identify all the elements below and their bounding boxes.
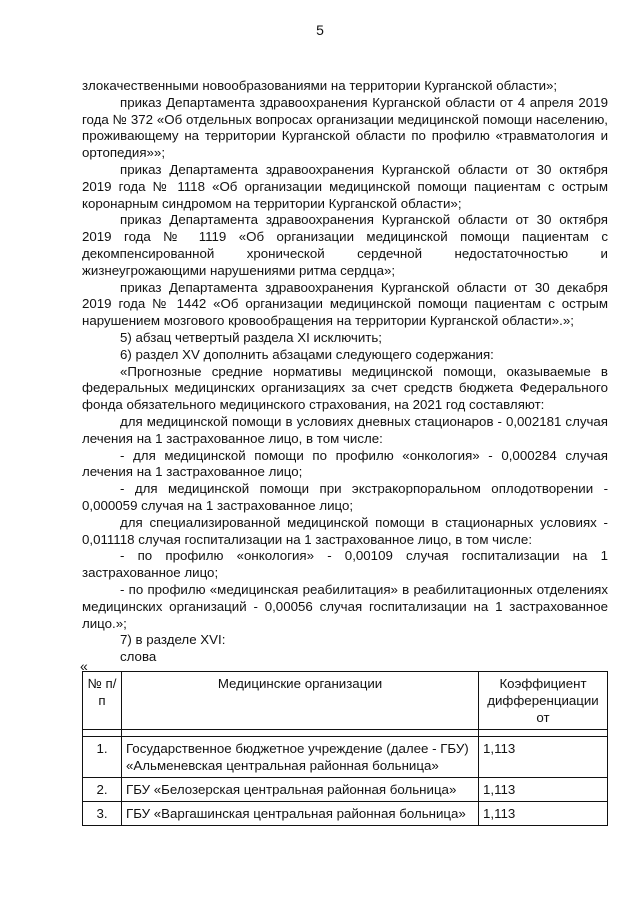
document-body: [82, 78, 608, 666]
header-num: № п/п: [83, 672, 122, 730]
table-row: [83, 802, 608, 826]
paragraph-6: 5) абзац четвертый раздела XI исключить;: [120, 329, 383, 345]
table-row: [83, 778, 608, 802]
paragraph-12: для специализированной медицинской помощи в стационарных условиях - 0,011118 случая госпитализации на 1 застрахованное лицо, в том числе:: [82, 514, 608, 547]
paragraph-15: 7) в разделе XVI:: [120, 632, 226, 648]
row-coef: 1,113: [479, 737, 608, 778]
row-coef: 1,113: [479, 778, 608, 802]
row-org: ГБУ «Варгашинская центральная районная больница»: [122, 802, 479, 826]
row-num: 1.: [83, 737, 122, 778]
paragraph-11: - для медицинской помощи при экстракорпоральном оплодотворении - 0,000059 случая на 1 застрахованное лицо;: [82, 481, 608, 513]
paragraph-14: - по профилю «медицинская реабилитация» в реабилитационных отделениях медицинских организаций - 0,00056 случая госпитализации на 1 застрахованное лицо.»;: [82, 581, 608, 631]
paragraph-16: слова: [120, 649, 157, 665]
row-coef: 1,113: [479, 802, 608, 826]
paragraph-10: - для медицинской помощи по профилю «онкология» - 0,000284 случая лечения на 1 застрахованное лицо;: [82, 447, 608, 480]
table-row: [83, 737, 608, 778]
organizations-table: [82, 671, 608, 826]
table-gap: [83, 730, 608, 737]
paragraph-4: приказ Департамента здравоохранения Курганской области от 30 октября 2019 года № 1119 «Об организации медицинской помощи пациентам с декомпенсированной хронической сердечной недостаточностью и жизнеугрожающими нарушениями ритма сердца»;: [82, 212, 608, 278]
paragraph-7: 6) раздел XV дополнить абзацами следующего содержания:: [120, 346, 494, 362]
paragraph-8: «Прогнозные средние нормативы медицинской помощи, оказываемые в федеральных медицинских организациях за счет средств бюджета Федерального фонда обязательного медицинского страхования, на 2021 год составляют:: [82, 363, 608, 413]
header-org: Медицинские организации: [122, 672, 479, 730]
paragraph-5: приказ Департамента здравоохранения Курганской области от 30 декабря 2019 года № 1442 «Об организации медицинской помощи пациентам с острым нарушением мозгового кровообращения на территории Курганской области».»;: [82, 279, 608, 329]
paragraph-9: для медицинской помощи в условиях дневных стационаров - 0,002181 случая лечения на 1 застрахованное лицо, в том числе:: [82, 413, 608, 446]
paragraph-13: - по профилю «онкология» - 0,00109 случая госпитализации на 1 застрахованное лицо;: [82, 548, 608, 581]
page-number: 5: [316, 22, 324, 38]
row-num: 2.: [83, 778, 122, 802]
paragraph-2: приказ Департамента здравоохранения Курганской области от 4 апреля 2019 года № 372 «Об отдельных вопросах организации медицинской помощи населению, проживающему на территории Курганской области по профилю «травматология и ортопедия»»;: [82, 94, 608, 161]
open-quote-mark: «: [80, 658, 88, 674]
header-coef: Коэффициент дифференциации от: [479, 672, 608, 730]
row-org: Государственное бюджетное учреждение (далее - ГБУ) «Альменевская центральная районная больница»: [122, 737, 479, 778]
table-header-row: [83, 672, 608, 730]
paragraph-1: злокачественными новообразованиями на территории Курганской области»;: [82, 78, 558, 93]
row-org: ГБУ «Белозерская центральная районная больница»: [122, 778, 479, 802]
paragraph-3: приказ Департамента здравоохранения Курганской области от 30 октября 2019 года № 1118 «Об организации медицинской помощи пациентам с острым коронарным синдромом на территории Курганской области»;: [82, 161, 608, 211]
row-num: 3.: [83, 802, 122, 826]
